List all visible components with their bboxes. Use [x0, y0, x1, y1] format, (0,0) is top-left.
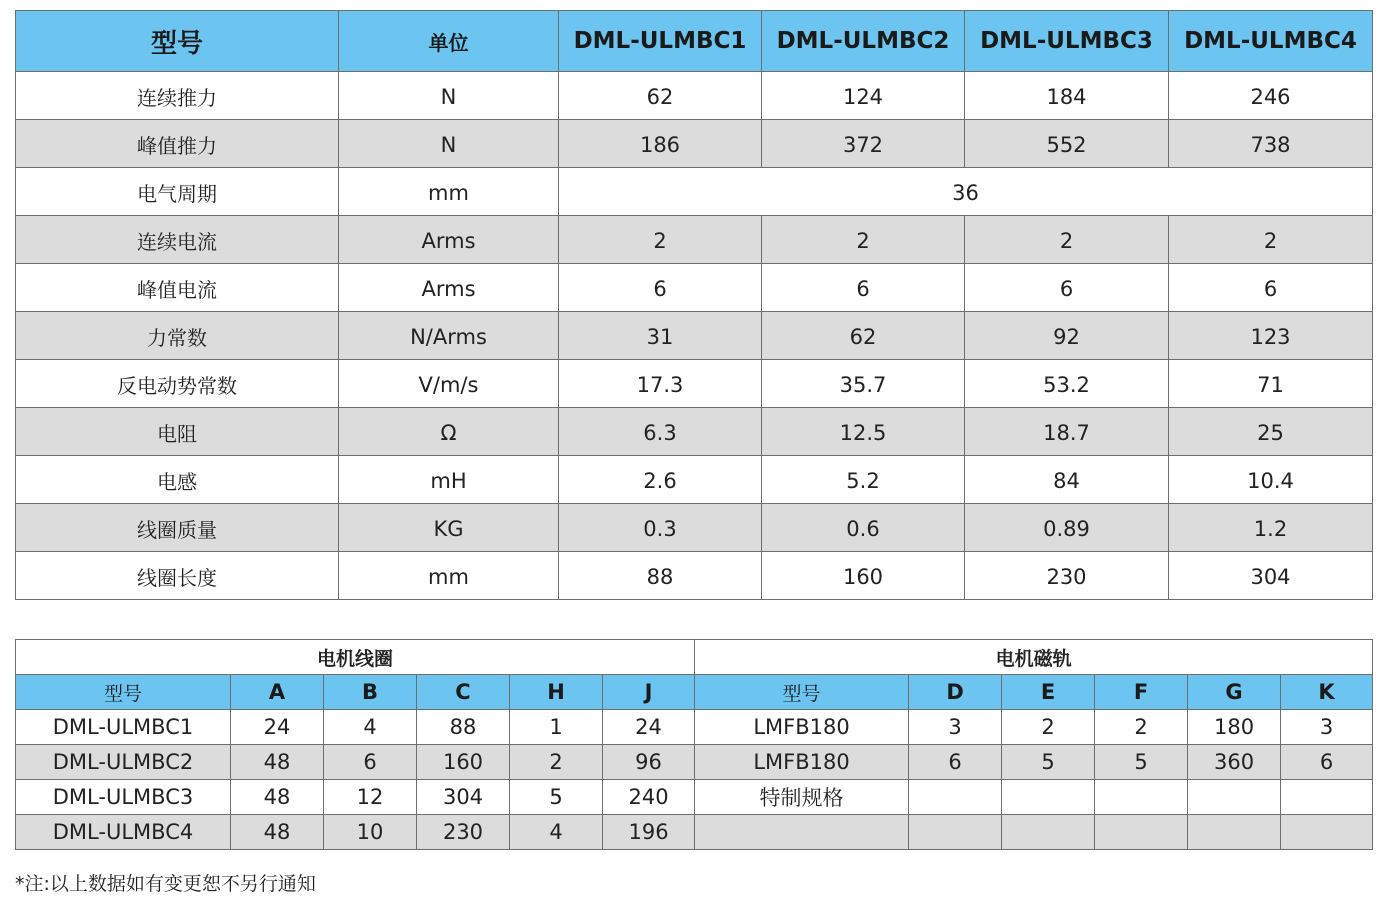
coil-cell: DML-ULMBC3	[16, 780, 231, 815]
coil-cell: 48	[231, 745, 324, 780]
spec-row	[16, 264, 1373, 312]
spec-value: 88	[559, 552, 762, 600]
coil-cell: 4	[324, 710, 417, 745]
coil-col-header: A	[231, 675, 324, 710]
coil-col-header: H	[510, 675, 603, 710]
spec-value: 0.89	[965, 504, 1169, 552]
footnote: *注:以上数据如有变更恕不另行通知	[15, 873, 316, 895]
spec-value: 1.2	[1169, 504, 1373, 552]
rail-cell	[909, 780, 1002, 815]
spec-value: 10.4	[1169, 456, 1373, 504]
rail-cell: 5	[1095, 745, 1188, 780]
coil-cell: 88	[417, 710, 510, 745]
spec-value: 230	[965, 552, 1169, 600]
spec-unit: mH	[339, 456, 559, 504]
spec-label: 电阻	[16, 408, 339, 456]
spec-value: 124	[762, 72, 965, 120]
spec-value: 62	[762, 312, 965, 360]
spec-value: 6	[762, 264, 965, 312]
spec-value: 738	[1169, 120, 1373, 168]
rail-cell: 360	[1188, 745, 1281, 780]
spec-value: 62	[559, 72, 762, 120]
header-model-3: DML-ULMBC3	[965, 11, 1169, 72]
group-header-row	[16, 640, 1373, 675]
spec-value: 53.2	[965, 360, 1169, 408]
spec-label: 电感	[16, 456, 339, 504]
spec-header-row	[16, 11, 1373, 72]
coil-cell: 230	[417, 815, 510, 850]
spec-row	[16, 360, 1373, 408]
spec-label: 连续电流	[16, 216, 339, 264]
dims-header-row	[16, 675, 1373, 710]
rail-cell	[1095, 815, 1188, 850]
rail-cell: LMFB180	[695, 745, 909, 780]
coil-cell: 24	[603, 710, 695, 745]
rail-cell: 3	[1281, 710, 1373, 745]
spec-row	[16, 408, 1373, 456]
rail-group-title: 电机磁轨	[695, 640, 1373, 675]
rail-cell	[1281, 815, 1373, 850]
spec-table	[15, 10, 1373, 600]
rail-cell: 180	[1188, 710, 1281, 745]
coil-cell: 24	[231, 710, 324, 745]
spec-value: 552	[965, 120, 1169, 168]
coil-cell: 160	[417, 745, 510, 780]
header-model-4: DML-ULMBC4	[1169, 11, 1373, 72]
spec-value: 186	[559, 120, 762, 168]
rail-cell	[1095, 780, 1188, 815]
spec-unit: N/Arms	[339, 312, 559, 360]
spec-unit: V/m/s	[339, 360, 559, 408]
spec-value: 2	[965, 216, 1169, 264]
spec-value: 6	[965, 264, 1169, 312]
spec-value: 92	[965, 312, 1169, 360]
spec-value: 6	[559, 264, 762, 312]
spec-value: 304	[1169, 552, 1373, 600]
spec-value: 2	[762, 216, 965, 264]
rail-cell	[1188, 815, 1281, 850]
dims-row	[16, 745, 1373, 780]
spec-value: 2	[1169, 216, 1373, 264]
spec-row	[16, 312, 1373, 360]
spec-unit: mm	[339, 552, 559, 600]
header-model: 型号	[16, 11, 339, 72]
coil-cell: 4	[510, 815, 603, 850]
coil-cell: 196	[603, 815, 695, 850]
rail-cell: 2	[1095, 710, 1188, 745]
spec-unit: Arms	[339, 216, 559, 264]
rail-col-header: K	[1281, 675, 1373, 710]
rail-col-header: D	[909, 675, 1002, 710]
spec-row	[16, 552, 1373, 600]
coil-cell: 48	[231, 780, 324, 815]
spec-label: 峰值电流	[16, 264, 339, 312]
coil-col-header: C	[417, 675, 510, 710]
coil-cell: DML-ULMBC1	[16, 710, 231, 745]
coil-cell: DML-ULMBC2	[16, 745, 231, 780]
dims-row	[16, 815, 1373, 850]
coil-cell: 5	[510, 780, 603, 815]
spec-value: 246	[1169, 72, 1373, 120]
spec-value: 0.3	[559, 504, 762, 552]
spec-label: 线圈质量	[16, 504, 339, 552]
rail-cell: 6	[909, 745, 1002, 780]
coil-group-title: 电机线圈	[16, 640, 695, 675]
coil-cell: 240	[603, 780, 695, 815]
rail-cell: 5	[1002, 745, 1095, 780]
spec-unit: KG	[339, 504, 559, 552]
spec-row	[16, 168, 1373, 216]
rail-cell: 特制规格	[695, 780, 909, 815]
spec-value: 71	[1169, 360, 1373, 408]
spec-label: 反电动势常数	[16, 360, 339, 408]
coil-col-header: 型号	[16, 675, 231, 710]
rail-col-header: F	[1095, 675, 1188, 710]
coil-cell: 304	[417, 780, 510, 815]
spec-unit: N	[339, 120, 559, 168]
spec-row	[16, 504, 1373, 552]
dims-row	[16, 710, 1373, 745]
rail-cell: LMFB180	[695, 710, 909, 745]
spec-row	[16, 72, 1373, 120]
spec-value: 12.5	[762, 408, 965, 456]
spec-label: 力常数	[16, 312, 339, 360]
spec-value: 6.3	[559, 408, 762, 456]
spec-label: 线圈长度	[16, 552, 339, 600]
spec-value: 6	[1169, 264, 1373, 312]
rail-cell: 2	[1002, 710, 1095, 745]
rail-cell: 3	[909, 710, 1002, 745]
spec-value: 2.6	[559, 456, 762, 504]
spec-value: 2	[559, 216, 762, 264]
rail-cell	[1281, 780, 1373, 815]
spec-label: 峰值推力	[16, 120, 339, 168]
rail-cell	[1002, 815, 1095, 850]
spec-row	[16, 216, 1373, 264]
spec-unit: mm	[339, 168, 559, 216]
coil-col-header: B	[324, 675, 417, 710]
spec-value: 5.2	[762, 456, 965, 504]
coil-cell: DML-ULMBC4	[16, 815, 231, 850]
coil-cell: 1	[510, 710, 603, 745]
spec-value-merged: 36	[559, 168, 1373, 216]
spec-unit: Ω	[339, 408, 559, 456]
coil-cell: 96	[603, 745, 695, 780]
coil-col-header: J	[603, 675, 695, 710]
rail-cell	[909, 815, 1002, 850]
spec-unit: N	[339, 72, 559, 120]
coil-cell: 10	[324, 815, 417, 850]
spec-value: 25	[1169, 408, 1373, 456]
spec-label: 电气周期	[16, 168, 339, 216]
spec-value: 372	[762, 120, 965, 168]
rail-col-header: G	[1188, 675, 1281, 710]
spec-row	[16, 456, 1373, 504]
rail-col-header: 型号	[695, 675, 909, 710]
spec-row	[16, 120, 1373, 168]
dims-row	[16, 780, 1373, 815]
spec-value: 184	[965, 72, 1169, 120]
coil-cell: 6	[324, 745, 417, 780]
header-model-1: DML-ULMBC1	[559, 11, 762, 72]
spec-value: 84	[965, 456, 1169, 504]
spec-value: 31	[559, 312, 762, 360]
header-model-2: DML-ULMBC2	[762, 11, 965, 72]
rail-cell	[695, 815, 909, 850]
spec-value: 0.6	[762, 504, 965, 552]
spec-value: 18.7	[965, 408, 1169, 456]
coil-cell: 12	[324, 780, 417, 815]
coil-cell: 48	[231, 815, 324, 850]
rail-cell: 6	[1281, 745, 1373, 780]
spec-value: 35.7	[762, 360, 965, 408]
header-unit: 单位	[339, 11, 559, 72]
coil-cell: 2	[510, 745, 603, 780]
rail-col-header: E	[1002, 675, 1095, 710]
dimensions-table	[15, 639, 1373, 850]
spec-unit: Arms	[339, 264, 559, 312]
rail-cell	[1002, 780, 1095, 815]
spec-value: 160	[762, 552, 965, 600]
spec-value: 123	[1169, 312, 1373, 360]
spec-value: 17.3	[559, 360, 762, 408]
spec-label: 连续推力	[16, 72, 339, 120]
rail-cell	[1188, 780, 1281, 815]
